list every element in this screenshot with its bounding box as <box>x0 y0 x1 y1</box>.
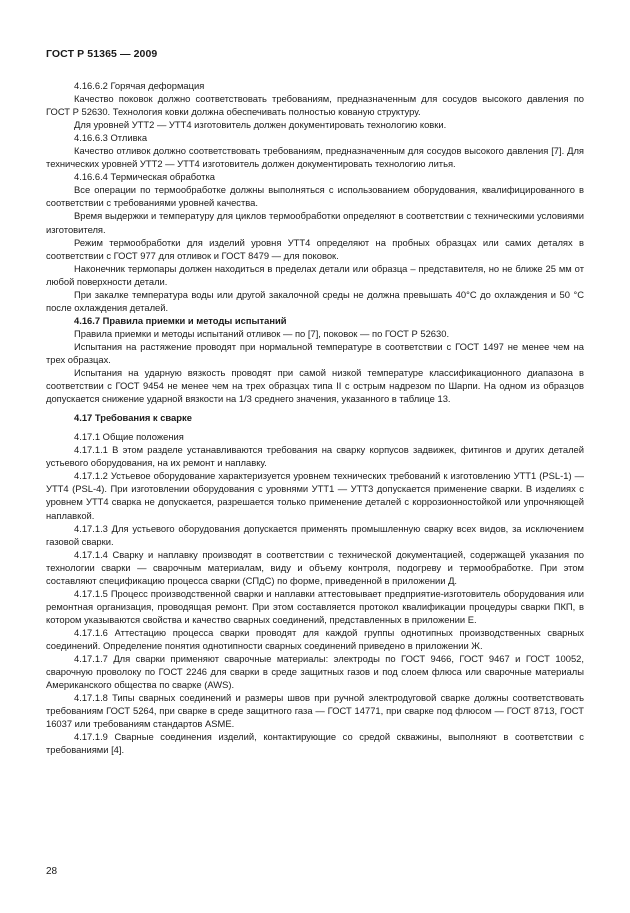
paragraph: 4.17.1.1 В этом разделе устанавливаются требования на сварку корпусов задвижек, фитингов и других деталей устьевого оборудования, на их ремонт и наплавку. <box>46 444 584 469</box>
paragraph: 4.17.1.5 Процесс производственной сварки и наплавки аттестовывает предприятие-изготовитель оборудования или ремонтная организация, проводящая ремонт. При этом составляется протокол квалификации процедуры сварки ПКП, в котором указываются свойства и качество сварных соединений, представленных в приложении Е. <box>46 587 584 625</box>
paragraph: 4.17.1.7 Для сварки применяют сварочные материалы: электроды по ГОСТ 9466, ГОСТ 9467 и ГОСТ 10052, сварочную проволоку по ГОСТ 2246 для сварки в среде защитных газов и под слоем флюса или сварочные материалы Американского общества по сварке (AWS). <box>46 653 584 691</box>
paragraph: Режим термообработки для изделий уровня УТТ4 определяют на пробных образцах или самих деталях в соответствии с ГОСТ 977 для отливок и ГОСТ 8479 — для поковок. <box>46 236 584 261</box>
paragraph: Правила приемки и методы испытаний отливок — по [7], поковок — по ГОСТ Р 52630. <box>74 327 450 339</box>
section-heading: 4.16.7 Правила приемки и методы испытаний <box>74 314 287 326</box>
paragraph: Наконечник термопары должен находиться в пределах детали или образца – представителя, но не ближе 25 мм от любой поверхности детали. <box>46 262 584 287</box>
section-heading: 4.17 Требования к сварке <box>74 412 192 424</box>
document-body <box>46 79 584 756</box>
paragraph: 4.17.1.4 Сварку и наплавку производят в соответствии с технической документацией, содержащей указания по технологии сварки — сварочным материалам, виду и объему контроля, подогреву и термообработке. При этом составляют спецификацию процесса сварки (СПдС) по форме, приведенной в приложении Д. <box>46 548 584 586</box>
paragraph: Испытания на растяжение проводят при нормальной температуре в соответствии с ГОСТ 1497 не менее чем на трех образцах. <box>46 340 584 365</box>
paragraph: Все операции по термообработке должны выполняться с использованием оборудования, квалифицированного в соответствии с требованиями уровней качества. <box>46 184 584 209</box>
paragraph: 4.17.1.3 Для устьевого оборудования допускается применять промышленную сварку всех видов, за исключением газовой сварки. <box>46 522 584 547</box>
clause-heading: 4.16.6.4 Термическая обработка <box>74 171 215 183</box>
paragraph: 4.17.1.2 Устьевое оборудование характеризуется уровнем технических требований к изготовлению УТТ1 (PSL-1) — УТТ4 (PSL-4). При изготовлении оборудования с уровнями УТТ1 — УТТ3 допускается применение сварки. В изделиях с уровнем УТТ4 сварка не допускается, разрешается только применение деталей с коррозионностойкой или упрочняющей наплавкой. <box>46 470 584 521</box>
clause-heading: 4.16.6.2 Горячая деформация <box>74 80 205 91</box>
paragraph: 4.17.1.6 Аттестацию процесса сварки проводят для каждой группы однотипных производственных сварных соединений. Определение понятия однотипности сварных соединений приведено в приложении Ж. <box>46 626 584 651</box>
paragraph: 4.17.1.8 Типы сварных соединений и размеры швов при ручной электродуговой сварке должны соответствовать требованиям ГОСТ 5264, при сварке в среде защитного газа — ГОСТ 14771, при сварке под флюсом — ГОСТ 8713, ГОСТ 16037 или требованиям стандартов ASME. <box>46 692 584 730</box>
clause-heading: 4.17.1 Общие положения <box>74 431 184 443</box>
paragraph: Качество поковок должно соответствовать требованиям, предназначенным для сосудов высокого давления по ГОСТ Р 52630. Технология ковки должна обеспечивать полностью кованую структуру. <box>46 93 584 118</box>
paragraph: При закалке температура воды или другой закалочной среды не должна превышать 40°С до охлаждения и 50 °С после охлаждения деталей. <box>46 288 584 313</box>
clause-heading: 4.16.6.3 Отливка <box>74 132 148 144</box>
page-number: 28 <box>46 866 58 877</box>
paragraph: Для уровней УТТ2 — УТТ4 изготовитель должен документировать технологию ковки. <box>74 119 447 131</box>
paragraph: Испытания на ударную вязкость проводят при самой низкой температуре классификационного диапазона в соответствии с ГОСТ 9454 не менее чем на трех образцах типа II с острым надрезом по Шарпи. На одном из образцов допускается снижение ударной вязкости на 1/3 среднего значения, указанного в таблице 13. <box>46 367 584 405</box>
document-header: ГОСТ Р 51365 — 2009 <box>46 48 158 60</box>
paragraph: 4.17.1.9 Сварные соединения изделий, контактирующие со средой скважины, выполняют в соответствии с требованиями [4]. <box>46 731 584 756</box>
paragraph: Качество отливок должно соответствовать требованиям, предназначенным для сосудов высокого давления [7]. Для технических уровней УТТ2 — УТТ4 изготовитель должен документировать технологию литья. <box>46 145 584 170</box>
paragraph: Время выдержки и температуру для циклов термообработки определяют в соответствии с техническими условиями изготовителя. <box>46 210 584 235</box>
